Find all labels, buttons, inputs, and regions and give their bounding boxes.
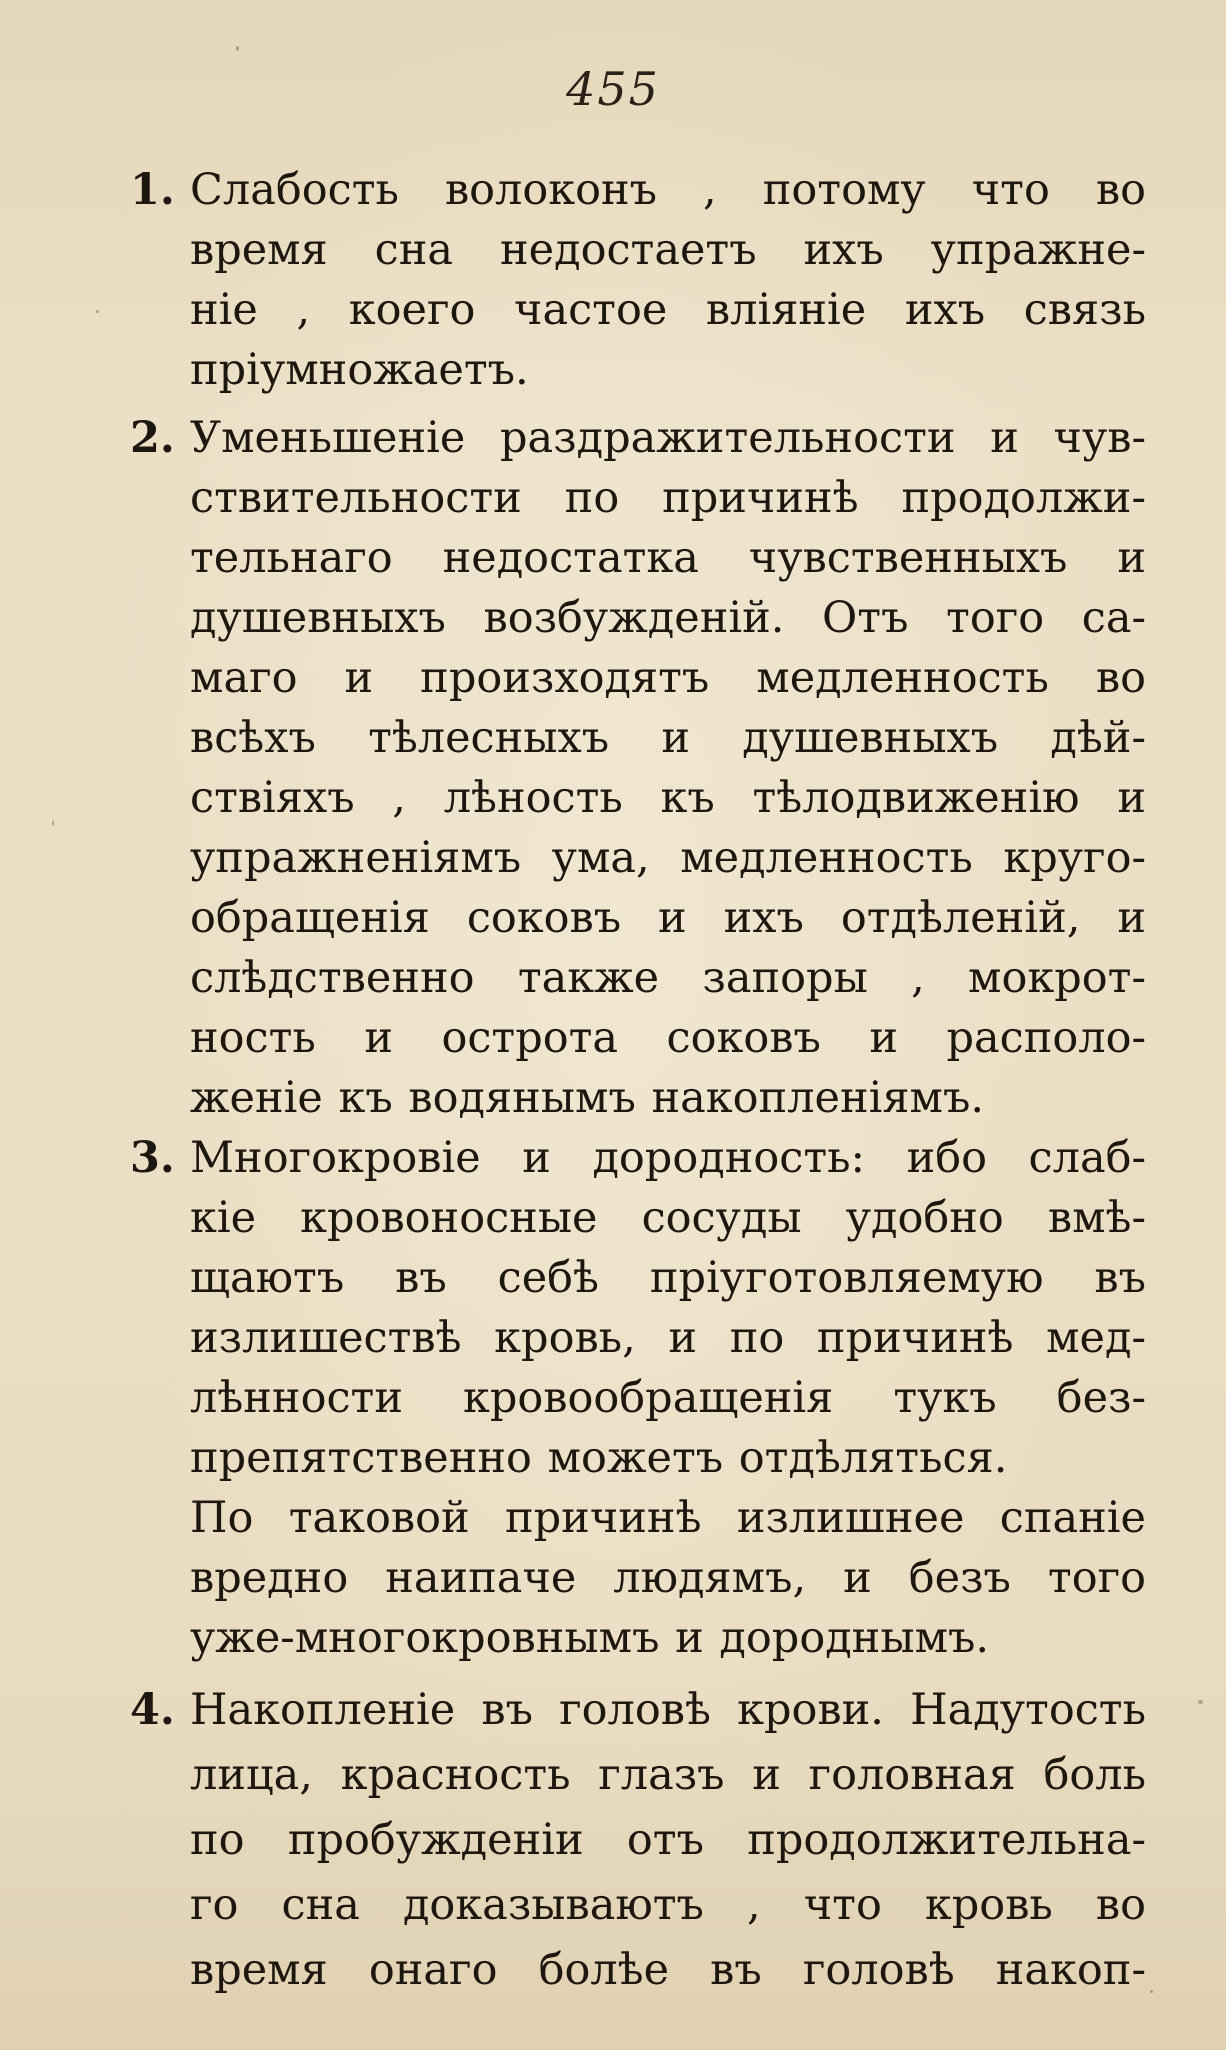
- item-2-line-10: слѣдственно также запоры , мокрот-: [190, 953, 1146, 1003]
- item-2-number: 2.: [130, 413, 175, 463]
- item-3-number: 3.: [130, 1133, 175, 1183]
- item-2-line-4: душевныхъ возбужденій. Отъ того са-: [190, 593, 1146, 643]
- item-3-line-9: уже-многокровнымъ и дороднымъ.: [190, 1613, 990, 1663]
- item-1-line-2: время сна недостаетъ ихъ упражне-: [190, 225, 1146, 275]
- paper-speck: [1150, 1990, 1153, 1993]
- item-4-text-line-1: Накопленіе въ головѣ крови. Надутость: [190, 1685, 1146, 1735]
- item-1-text-line-1: Слабость волоконъ , потому что во: [190, 165, 1146, 215]
- item-2-line-9: обращенія соковъ и ихъ отдѣленій, и: [190, 893, 1146, 943]
- item-2-line-3: тельнаго недостатка чувственныхъ и: [190, 533, 1146, 583]
- paper-speck: [96, 310, 99, 313]
- item-2-line-12: женіе къ водянымъ накопленіямъ.: [190, 1073, 984, 1123]
- item-3-line-6: препятственно можетъ отдѣляться.: [190, 1433, 1008, 1483]
- item-3-line-2: кіе кровоносные сосуды удобно вмѣ-: [190, 1193, 1146, 1243]
- item-3-line-8: вредно наипаче людямъ, и безъ того: [190, 1553, 1146, 1603]
- item-3-line-1: [130, 1128, 1146, 1188]
- item-3-line-5: лѣнности кровообращенія тукъ без-: [190, 1373, 1146, 1423]
- item-3-line-4: излишествѣ кровь, и по причинѣ мед-: [190, 1313, 1146, 1363]
- item-2-line-11: ность и острота соковъ и располо-: [190, 1013, 1146, 1063]
- item-2-line-2: ствительности по причинѣ продолжи-: [190, 473, 1146, 523]
- paper-speck: [236, 46, 239, 51]
- item-4-line-1: [130, 1680, 1146, 1740]
- item-2-text-line-1: Уменьшеніе раздражительности и чув-: [190, 413, 1146, 463]
- item-4-line-5: время онаго болѣе въ головѣ накоп-: [190, 1945, 1146, 1995]
- item-4-line-2: лица, красность глазъ и головная боль: [190, 1750, 1146, 1800]
- page-number: 455: [566, 62, 660, 116]
- item-4-line-3: по пробужденіи отъ продолжительна-: [190, 1815, 1146, 1865]
- item-3-text-line-1: Многокровіе и дородность: ибо слаб-: [190, 1133, 1146, 1183]
- item-2-line-7: ствіяхъ , лѣность къ тѣлодвиженію и: [190, 773, 1146, 823]
- item-1-line-1: [130, 160, 1146, 220]
- item-1-line-4: пріумножаетъ.: [190, 345, 529, 395]
- item-3-line-3: щаютъ въ себѣ пріуготовляемую въ: [190, 1253, 1146, 1303]
- paper-speck: [52, 820, 54, 826]
- item-2-line-6: всѣхъ тѣлесныхъ и душевныхъ дѣй-: [190, 713, 1146, 763]
- item-1-number: 1.: [130, 165, 175, 215]
- item-2-line-1: [130, 408, 1146, 468]
- item-2-line-8: упражненіямъ ума, медленность круго-: [190, 833, 1146, 883]
- item-3-line-7: По таковой причинѣ излишнее спаніе: [190, 1493, 1146, 1543]
- item-1-line-3: ніе , коего частое вліяніе ихъ связь: [190, 285, 1146, 335]
- item-2-line-5: маго и произходятъ медленность во: [190, 653, 1146, 703]
- paper-speck: [1198, 1700, 1203, 1704]
- item-4-number: 4.: [130, 1685, 175, 1735]
- item-4-line-4: го сна доказываютъ , что кровь во: [190, 1880, 1146, 1930]
